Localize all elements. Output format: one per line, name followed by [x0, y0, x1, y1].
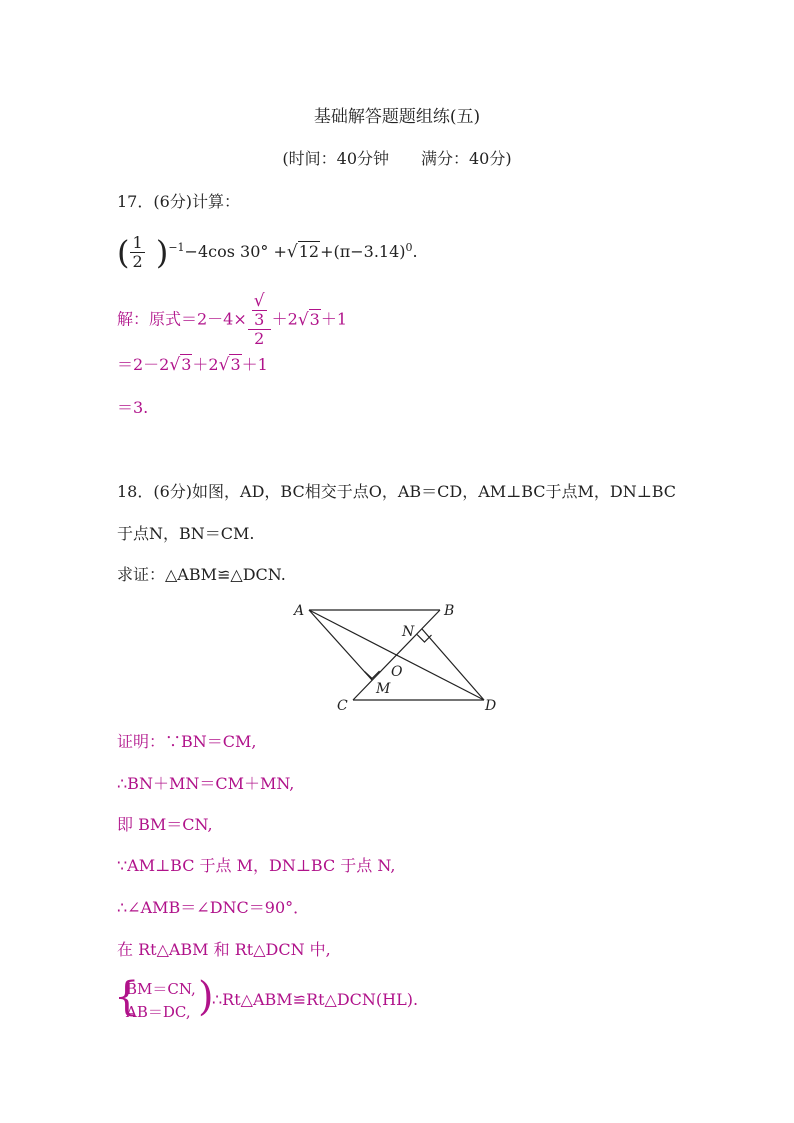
page-subtitle: (时间：40分钟 满分：40分): [282, 149, 512, 168]
q17-solution-line2: ＝2－2√3＋2√3＋1: [117, 355, 268, 375]
segment-AM: [309, 610, 372, 680]
q18-stem-line2: 于点N，BN＝CM.: [117, 524, 255, 543]
proof-line-1: 证明：∵BN＝CM,: [117, 732, 257, 751]
label-B: B: [444, 603, 455, 619]
q17-radical: √12: [286, 242, 320, 262]
label-A: A: [294, 603, 305, 619]
q17-expression: ( $\frac{1}{2}$ )$^{-1}$−4cos $30^\circ +√12+(\pi-3.14)^0$.: [117, 233, 418, 272]
segment-DN: [422, 629, 484, 700]
q17-solution-fraction: √ 3 2: [248, 292, 271, 348]
label-N: N: [402, 624, 415, 640]
label-M: M: [376, 681, 391, 697]
system-line-2: AB＝DC,: [126, 1003, 191, 1021]
q17-solution-line3: ＝3.: [117, 398, 149, 417]
proof-conclusion: ∴Rt△ABM≌Rt△DCN(HL).: [212, 990, 419, 1009]
proof-line-5: ∴∠AMB＝∠DNC＝90°．: [117, 898, 310, 917]
proof-line-4: ∵AM⊥BC 于点 M，DN⊥BC 于点 N,: [117, 856, 396, 875]
segment-BC: [353, 610, 440, 700]
proof-line-2: ∴BN＋MN＝CM＋MN,: [117, 774, 295, 793]
label-C: C: [337, 698, 348, 714]
geometry-figure: [285, 596, 515, 721]
proof-line-3: 即 BM＝CN,: [117, 815, 213, 834]
q17-fraction: $\frac{1}{2}$: [132, 233, 143, 271]
label-D: D: [485, 698, 497, 714]
q17-stem: 17．(6分)计算：: [117, 192, 241, 211]
system-line-1: BM＝CN,: [126, 980, 196, 998]
q17-exponent: −1: [168, 241, 185, 254]
q18-prove-statement: 求证：△ABM≌△DCN.: [117, 565, 286, 584]
label-O: O: [391, 664, 403, 680]
proof-line-6: 在 Rt△ABM 和 Rt△DCN 中,: [117, 940, 331, 959]
page-title: 基础解答题题组练(五): [313, 107, 481, 127]
q18-stem-line1: 18．(6分)如图，AD，BC相交于点O，AB＝CD，AM⊥BC于点M，DN⊥BC: [117, 482, 677, 501]
q17-solution-line1: 解：原式＝2－4× √ 3 2 ＋2√3＋1: [117, 291, 348, 348]
